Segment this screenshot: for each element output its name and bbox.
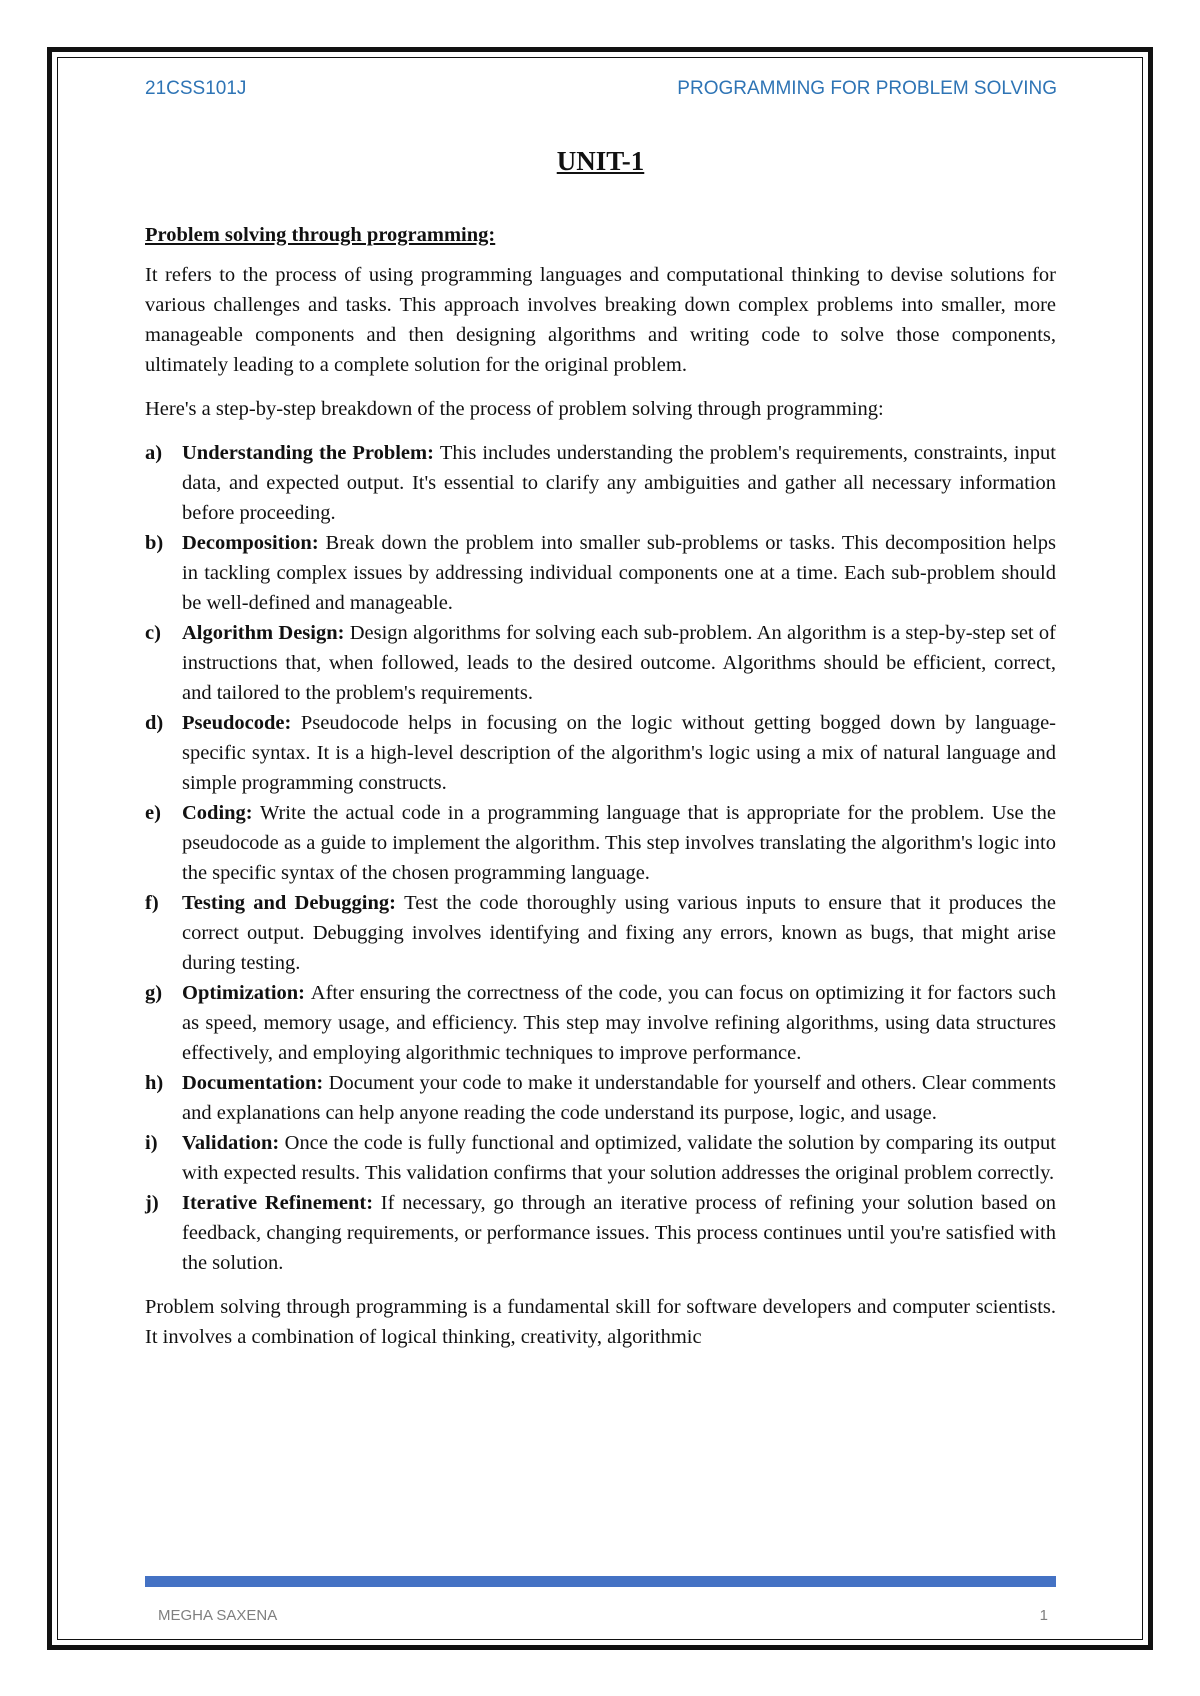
step-text: This includes understanding the problem's requirements, constraints, input data, and expected output. It's essential to clarify any ambiguities and gather all necessary information before proceeding. — [182, 442, 1056, 524]
list-item — [145, 798, 1056, 888]
step-letter: i) — [145, 1132, 158, 1154]
step-term: Documentation: — [182, 1072, 329, 1094]
section-heading: Problem solving through programming: — [145, 224, 496, 246]
intro-paragraph: It refers to the process of using programming languages and computational thinking to devise solutions for various challenges and tasks. This approach involves breaking down complex problems into smaller, more manageable components and then designing algorithms and writing code to solve those components, ultimately leading to a complete solution for the original problem. — [145, 264, 1056, 376]
step-letter: e) — [145, 802, 161, 824]
step-term: Coding: — [182, 802, 260, 824]
step-letter: a) — [145, 442, 163, 464]
step-text: Test the code thoroughly using various inputs to ensure that it produces the correct output. Debugging involves identifying and fixing any errors, known as bugs, that might arise during testing. — [182, 892, 1056, 974]
list-item — [145, 618, 1056, 708]
header-course-code: 21CSS101J — [145, 78, 247, 99]
footer-page-number: 1 — [1039, 1607, 1048, 1624]
step-text: Document your code to make it understandable for yourself and others. Clear comments and explanations can help anyone reading the code understand its purpose, logic, and usage. — [182, 1072, 1056, 1124]
step-letter: j) — [145, 1192, 159, 1214]
step-letter: h) — [145, 1072, 164, 1094]
document-body — [145, 144, 1056, 1366]
step-term: Understanding the Problem: — [182, 442, 440, 464]
step-term: Pseudocode: — [182, 712, 301, 734]
step-term: Decomposition: — [182, 532, 326, 554]
steps-list — [145, 438, 1056, 1278]
footer-divider — [145, 1576, 1056, 1587]
steps-intro: Here's a step-by-step breakdown of the process of problem solving through programming: — [145, 398, 884, 420]
step-text: If necessary, go through an iterative process of refining your solution based on feedback, changing requirements, or performance issues. This process continues until you're satisfied with the solution. — [182, 1192, 1057, 1274]
list-item — [145, 978, 1056, 1068]
step-term: Testing and Debugging: — [182, 892, 405, 914]
list-item — [145, 1188, 1056, 1278]
step-letter: c) — [145, 622, 161, 644]
list-item — [145, 1068, 1056, 1128]
list-item — [145, 888, 1056, 978]
step-letter: g) — [145, 982, 163, 1004]
list-item — [145, 708, 1056, 798]
step-letter: b) — [145, 532, 164, 554]
step-term: Algorithm Design: — [182, 622, 350, 644]
header-course-title: PROGRAMMING FOR PROBLEM SOLVING — [677, 78, 1057, 99]
step-text: After ensuring the correctness of the code, you can focus on optimizing it for factors such as speed, memory usage, and efficiency. This step may involve refining algorithms, using data structures effectively, and employing algorithmic techniques to improve performance. — [182, 982, 1056, 1064]
step-text: Write the actual code in a programming language that is appropriate for the problem. Use the pseudocode as a guide to implement the algorithm. This step involves translating the algorithm's logic into the specific syntax of the chosen programming language. — [182, 802, 1056, 884]
list-item — [145, 1128, 1056, 1188]
list-item — [145, 438, 1056, 528]
step-text: Pseudocode helps in focusing on the logic without getting bogged down by language-specific syntax. It is a high-level description of the algorithm's logic using a mix of natural language and simple programming constructs. — [182, 712, 1057, 794]
step-term: Validation: — [182, 1132, 285, 1154]
step-text: Once the code is fully functional and optimized, validate the solution by comparing its output with expected results. This validation confirms that your solution addresses the original problem correctly. — [182, 1132, 1057, 1184]
footer-author: MEGHA SAXENA — [158, 1607, 278, 1624]
step-text: Break down the problem into smaller sub-problems or tasks. This decomposition helps in tackling complex issues by addressing individual components one at a time. Each sub-problem should be well-defined and manageable. — [182, 532, 1057, 614]
step-letter: d) — [145, 712, 164, 734]
step-text: Design algorithms for solving each sub-problem. An algorithm is a step-by-step set of instructions that, when followed, leads to the desired outcome. Algorithms should be efficient, correct, and tailored to the problem's requirements. — [182, 622, 1056, 704]
closing-paragraph: Problem solving through programming is a fundamental skill for software developers and computer scientists. It involves a combination of logical thinking, creativity, algorithmic — [145, 1296, 1056, 1348]
step-term: Iterative Refinement: — [182, 1192, 381, 1214]
unit-title: UNIT-1 — [556, 146, 645, 176]
step-letter: f) — [145, 892, 159, 914]
step-term: Optimization: — [182, 982, 311, 1004]
list-item — [145, 528, 1056, 618]
